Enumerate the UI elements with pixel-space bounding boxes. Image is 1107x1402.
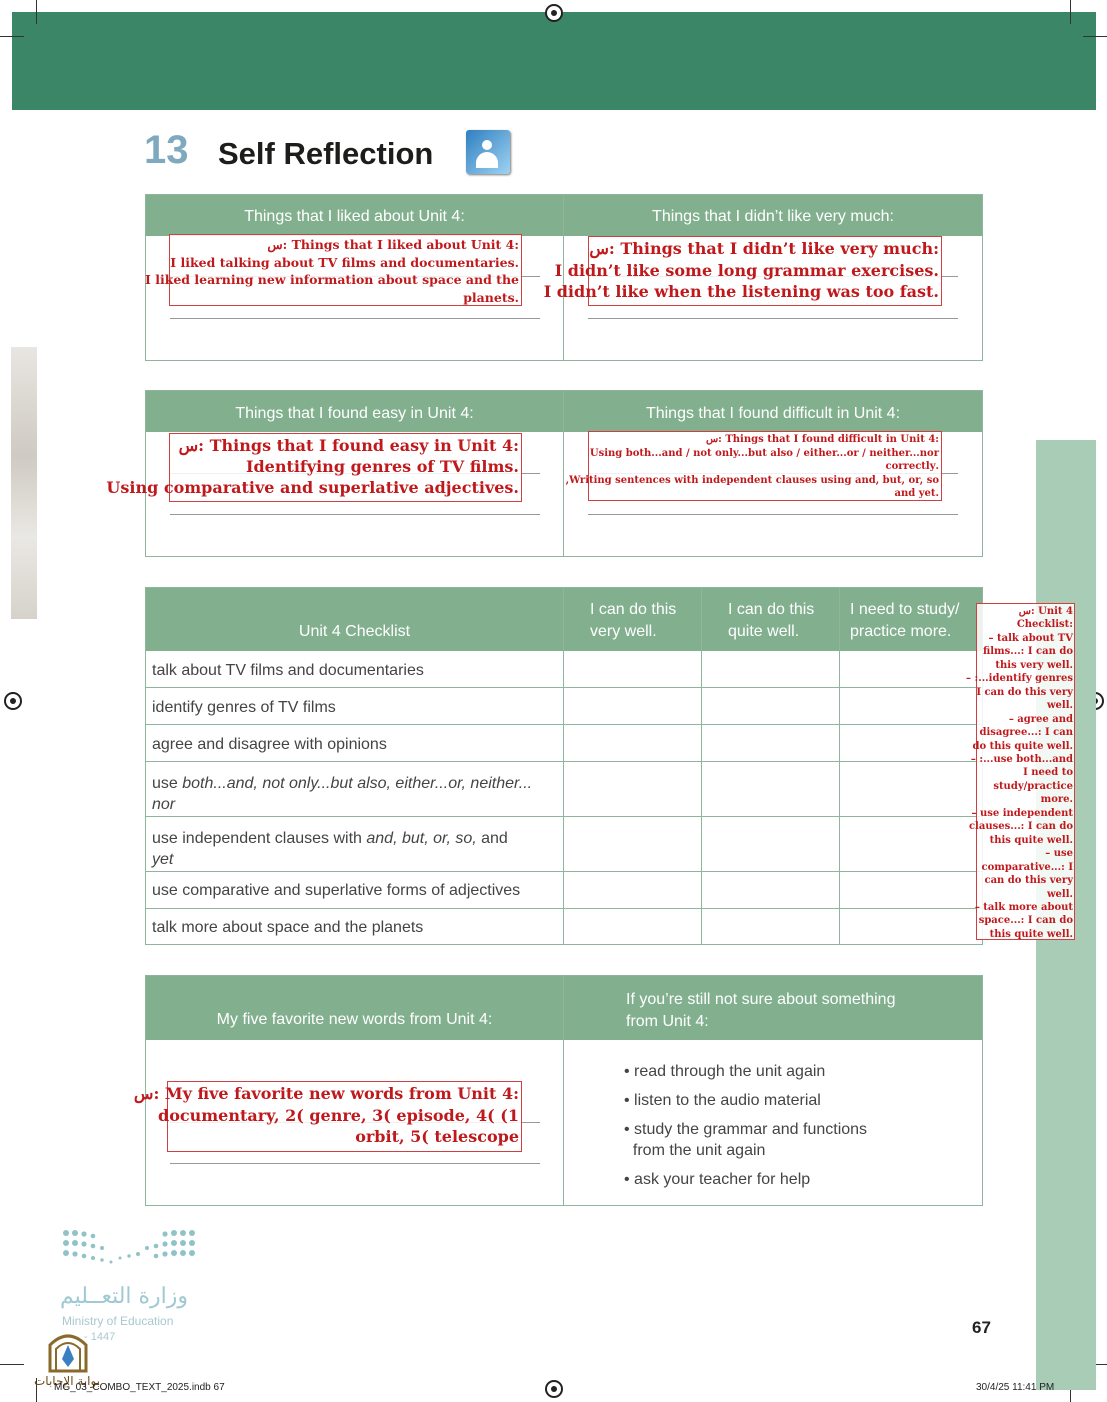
item-text: from the unit again xyxy=(632,1142,766,1159)
row-divider xyxy=(146,687,982,688)
row-divider xyxy=(146,908,982,909)
ministry-year: - 1447 xyxy=(84,1331,116,1343)
col-quite-well-header xyxy=(728,599,814,643)
checklist-item xyxy=(152,828,557,870)
answer-line: .correctly xyxy=(885,461,939,473)
registration-mark-icon xyxy=(545,4,563,22)
answer-line: comparative...: I xyxy=(981,861,1073,873)
item-italic: yet xyxy=(152,851,174,868)
checklist-heading: Unit 4 Checklist xyxy=(298,623,411,640)
item-italic: and, but, or, so, xyxy=(366,830,477,847)
page-number: 67 xyxy=(972,1318,991,1337)
answer-line: orbit, 5( telescope xyxy=(355,1127,519,1146)
answer-line: Writing sentences with independent clauses using and, but, or, so, xyxy=(565,474,939,486)
answer-line: can do this very xyxy=(984,875,1073,887)
item-italic: both...and, not only...but also, either...or, neither... xyxy=(182,775,533,792)
list-item: • listen to the audio material xyxy=(624,1092,821,1109)
checklist-item: identify genres of TV films xyxy=(152,699,336,716)
answer-line: agree and – xyxy=(1008,713,1073,725)
answer-line: .well xyxy=(1046,700,1073,712)
writing-line xyxy=(170,1163,540,1164)
item-text: and xyxy=(476,830,508,847)
answer-line: :Things that I found difficult in Unit 4 :س xyxy=(705,434,939,445)
answer-line: :Things that I liked about Unit 4 :س xyxy=(267,237,519,252)
easy-heading: Things that I found easy in Unit 4: xyxy=(235,405,474,422)
ministry-name-english: Ministry of Education xyxy=(62,1314,174,1328)
registration-mark-icon xyxy=(545,1380,563,1398)
checklist-item: talk more about space and the planets xyxy=(152,919,424,936)
header-line: from Unit 4: xyxy=(626,1013,709,1030)
disliked-heading: Things that I didn’t like very much: xyxy=(652,208,894,225)
difficult-answer xyxy=(565,431,942,501)
footer-file: MG_03_COMBO_TEXT_2025.indb 67 xyxy=(54,1382,225,1393)
header-line: very well. xyxy=(590,623,657,640)
liked-answer xyxy=(145,234,522,306)
answer-line: talk about TV – xyxy=(988,632,1073,644)
crop-mark xyxy=(36,0,37,24)
answer-line: :Things that I found easy in Unit 4 :س xyxy=(178,436,519,455)
help-list xyxy=(624,1061,867,1190)
crop-mark xyxy=(1070,0,1071,24)
writing-line xyxy=(170,514,540,515)
watermark-seal-icon xyxy=(44,1325,92,1375)
list-item: • read through the unit again xyxy=(624,1063,826,1080)
list-item: • study the grammar and functions from the unit again xyxy=(624,1121,868,1159)
checklist-answer xyxy=(966,603,1075,940)
crop-mark xyxy=(0,1364,24,1365)
divider xyxy=(563,976,564,1205)
row-divider xyxy=(146,871,982,872)
item-text: study the grammar and functions xyxy=(634,1121,868,1138)
answer-line: .I liked talking about TV films and documentaries xyxy=(170,254,519,270)
favorite-words-answer xyxy=(133,1081,522,1152)
answer-line: study/practice xyxy=(993,780,1073,792)
crop-mark xyxy=(1083,36,1107,37)
answer-line: .this very well xyxy=(995,659,1073,671)
answer-line: use both...and...: – xyxy=(970,753,1073,765)
answer-line: .do this quite well xyxy=(972,740,1073,752)
col-study-more-header xyxy=(850,599,959,643)
header-line: I need to study/ xyxy=(850,601,960,618)
col-very-well-header xyxy=(590,599,676,643)
writing-line xyxy=(170,318,540,319)
watermark-text: بوابة الإجابات xyxy=(34,1374,101,1388)
difficult-heading: Things that I found difficult in Unit 4: xyxy=(645,405,901,422)
item-text: use xyxy=(152,775,183,792)
answer-line: use – xyxy=(1045,848,1073,860)
row-divider xyxy=(146,816,982,817)
writing-line xyxy=(588,514,958,515)
answer-line: .more xyxy=(1040,794,1073,806)
answer-line: .planets xyxy=(463,289,519,305)
liked-heading: Things that I liked about Unit 4: xyxy=(244,208,465,225)
ministry-logo-icon xyxy=(62,1228,197,1274)
self-reflection-icon xyxy=(466,130,510,174)
answer-line: .and yet xyxy=(894,488,939,500)
checklist-item: use comparative and superlative forms of adjectives xyxy=(152,882,521,899)
help-heading xyxy=(626,989,895,1033)
answer-line: :My five favorite new words from Unit 4 :س xyxy=(133,1084,519,1103)
answer-line: documentary, 2( genre, 3( episode, 4( (1 xyxy=(158,1105,519,1125)
answer-line: space...: I can do xyxy=(978,915,1073,927)
item-text: read through the unit again xyxy=(634,1063,826,1080)
list-item: • ask your teacher for help xyxy=(624,1171,811,1188)
item-italic: nor xyxy=(152,796,176,813)
divider xyxy=(701,588,702,944)
checklist-item xyxy=(152,773,557,815)
answer-line: :Checklist xyxy=(1016,619,1073,631)
header-line: practice more. xyxy=(850,623,952,640)
answer-line: I can do this very xyxy=(976,686,1073,698)
answer-line: talk more about – xyxy=(974,901,1073,913)
answer-line: Unit 4 :س xyxy=(1018,606,1073,617)
easy-answer xyxy=(106,433,522,502)
answer-line: .this quite well xyxy=(989,834,1073,846)
top-banner xyxy=(12,12,1096,110)
row-divider xyxy=(146,761,982,762)
checklist-item: talk about TV films and documentaries xyxy=(152,662,424,679)
words-heading: My five favorite new words from Unit 4: xyxy=(216,1011,493,1028)
answer-line: films...: I can do xyxy=(982,646,1073,658)
answer-line: disagree...: I can xyxy=(979,727,1073,739)
answer-line: I need to xyxy=(1023,767,1073,779)
answer-line: identify genres...: – xyxy=(966,673,1073,685)
writing-line xyxy=(588,318,958,319)
checklist-item: agree and disagree with opinions xyxy=(152,736,387,753)
divider xyxy=(563,588,564,944)
crop-mark xyxy=(0,36,24,37)
answer-line: .this quite well xyxy=(989,928,1073,940)
lesson-number: 13 xyxy=(144,128,189,172)
answer-line: use independent – xyxy=(971,807,1073,819)
header-line: If you’re still not sure about something xyxy=(626,991,896,1008)
page-title: Self Reflection xyxy=(218,136,434,171)
header-line: I can do this xyxy=(728,601,815,618)
answer-line: .I didn’t like some long grammar exercises xyxy=(554,260,939,280)
answer-line: :Things that I didn’t like very much :س xyxy=(589,239,939,258)
edge-photo xyxy=(11,347,37,619)
registration-mark-icon xyxy=(4,692,22,710)
item-text: ask your teacher for help xyxy=(634,1171,811,1188)
answer-line: I liked learning new information about space and the xyxy=(145,272,519,287)
answer-line: .well xyxy=(1046,888,1073,900)
header-line: quite well. xyxy=(728,623,800,640)
item-text: use independent clauses with xyxy=(152,830,367,847)
ministry-name-arabic: وزارة التعــليم xyxy=(60,1284,189,1309)
header-line: I can do this xyxy=(590,601,677,618)
row-divider xyxy=(146,724,982,725)
footer-date: 30/4/25 11:41 PM xyxy=(976,1382,1055,1393)
divider xyxy=(839,588,840,944)
disliked-answer xyxy=(543,236,942,306)
answer-line: .Identifying genres of TV films xyxy=(245,457,519,476)
answer-line: Using both...and / not only...but also / either...or / neither...nor xyxy=(589,447,939,459)
answer-line: .Using comparative and superlative adjectives xyxy=(106,478,519,497)
answer-line: .I didn’t like when the listening was too fast xyxy=(543,282,939,301)
item-text: listen to the audio material xyxy=(634,1092,821,1109)
answer-line: clauses...: I can do xyxy=(968,821,1073,833)
